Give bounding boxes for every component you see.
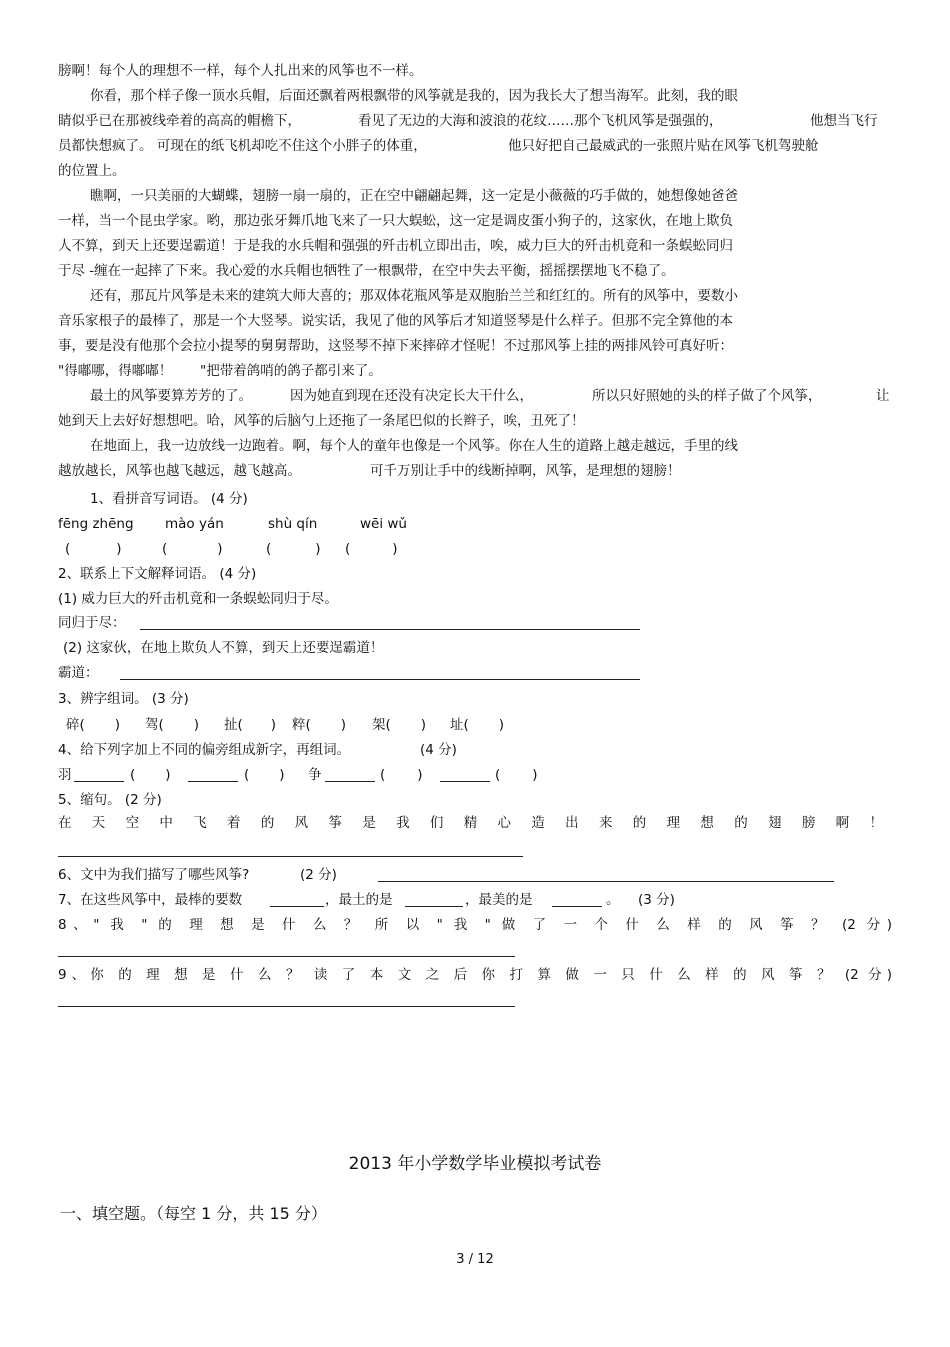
answer-line[interactable] [58,856,523,857]
radical-char: 争 [308,767,322,783]
question-9: 9、你 的 理 想 是 什 么 ？ 读 了 本 文 之 后 你 打 算 做 一 只 什 么 样 的 风 筝 ？ (2 分) [58,967,892,983]
passage-line: 可千万别让手中的线断掉啊，风筝，是理想的翅膀！ [370,463,681,479]
question-2-2: (2) 这家伙，在地上欺负人不算，到天上还要逞霸道！ [63,640,384,656]
char: 碎 [66,717,80,733]
answer-blank[interactable]: ( ) [495,767,538,783]
pinyin-2: mào yán [165,516,224,532]
passage-line: 你看，那个样子像一顶水兵帽，后面还飘着两根飘带的风筝就是我的，因为我长大了想当海军。此刻，我的眼 [90,88,738,104]
answer-blank[interactable]: ( ) [162,541,223,557]
answer-line[interactable] [58,956,515,957]
passage-line: 人不算，到天上还要逞霸道！于是我的水兵帽和强强的歼击机立即出击，唉，威力巨大的歼击机竟和一条蜈蚣同归 [58,238,733,254]
question-7: 7、在这些风筝中，最棒的要数 [58,892,243,908]
answer-label: 同归于尽： [58,615,126,631]
char-blank[interactable]: 架( ) [372,717,427,733]
answer-line[interactable] [120,679,640,680]
answer-line[interactable] [188,781,238,782]
passage-line: 瞧啊，一只美丽的大蝴蝶，翅膀一扇一扇的，正在空中翩翩起舞，这一定是小薇薇的巧手做的，她想像她爸爸 [90,188,738,204]
passage-line: 在地面上，我一边放线一边跑着。啊，每个人的童年也像是一个风筝。你在人生的道路上越走越远，手里的线 [90,438,738,454]
answer-blank[interactable]: ( ) [345,541,398,557]
answer-line[interactable] [74,781,124,782]
answer-line[interactable] [140,629,640,630]
passage-line: 事，要是没有他那个会拉小提琴的舅舅帮助，这竖琴不掉下来摔碎才怪呢！不过那风筝上挂的两排风铃可真好听： [58,338,733,354]
question-2-1: (1) 威力巨大的歼击机竟和一条蜈蚣同归于尽。 [58,591,338,607]
answer-line[interactable] [325,781,375,782]
passage-line: 音乐家根子的最棒了，那是一个大竖琴。说实话，我见了他的风筝后才知道竖琴是什么样子。但那不完全算他的本 [58,313,733,329]
question-6: 6、文中为我们描写了哪些风筝? [58,867,250,883]
passage-line: 她到天上去好好想想吧。哈，风筝的后脑勺上还拖了一条尾巴似的长辫子，唉，丑死了！ [58,413,585,429]
char: 址 [450,717,464,733]
passage-line: 一样，当一个昆虫学家。哟，那边张牙舞爪地飞来了一只大蜈蚣，这一定是调皮蛋小狗子的，这家伙，在地上欺负 [58,213,733,229]
answer-line[interactable] [378,881,834,882]
answer-blank[interactable]: ( ) [244,767,285,783]
exam-title: 2013 年小学数学毕业模拟考试卷 [348,1154,602,1174]
passage-line: "把带着鸽哨的鸽子都引来了。 [200,363,382,379]
passage-line: 他只好把自己最威武的一张照片贴在风筝飞机驾驶舱 [508,138,819,154]
passage-line: 越放越长，风筝也越飞越远，越飞越高。 [58,463,301,479]
char-blank[interactable]: 址( ) [450,717,505,733]
passage-line: 看见了无边的大海和波浪的花纹……那个飞机风筝是强强的， [358,113,723,129]
question-4: 4、给下列字加上不同的偏旁组成新字，再组词。 [58,742,351,758]
question-7-text: 。 [606,892,620,908]
passage-line: "得嘟哪，得嘟嘟！ [58,363,173,379]
char-blank[interactable]: 碎( ) [66,717,121,733]
char: 扯 [224,717,238,733]
answer-blank[interactable]: ( ) [266,541,321,557]
question-8: 8、" 我 " 的 理 想 是 什 么 ？ 所 以 " 我 " 做 了 一 个 什 么 样 的 风 筝 ？ (2 分) [58,917,892,933]
passage-line: 因为她直到现在还没有决定长大干什么， [290,388,533,404]
pinyin-1: fēng zhēng [58,516,134,532]
question-6-score: (2 分) [300,867,337,883]
char-blank[interactable]: 粹( ) [292,717,347,733]
question-5: 5、缩句。 (2 分) [58,792,162,808]
passage-line: 员都快想疯了。 可现在的纸飞机却吃不住这个小胖子的体重， [58,138,427,154]
passage-line: 让 [876,388,890,404]
answer-line[interactable] [58,1006,515,1007]
passage-line: 的位置上。 [58,163,126,179]
answer-line[interactable] [405,906,463,907]
pinyin-3: shù qín [268,516,318,532]
answer-blank[interactable]: ( ) [65,541,122,557]
question-3: 3、辨字组词。 (3 分) [58,691,189,707]
answer-line[interactable] [270,906,324,907]
char-blank[interactable]: 扯( ) [224,717,277,733]
passage-line: 最土的风筝要算芳芳的了。 [90,388,252,404]
char: 架 [372,717,386,733]
passage-line: 睛似乎已在那被线牵着的高高的帽檐下， [58,113,301,129]
section-heading: 一、填空题。（每空 1 分，共 15 分） [60,1204,327,1223]
question-2: 2、联系上下文解释词语。 (4 分) [58,566,257,582]
pinyin-4: wēi wǔ [360,516,407,532]
passage-line: 膀啊！每个人的理想不一样，每个人扎出来的风筝也不一样。 [58,63,423,79]
passage-line: 他想当飞行 [810,113,878,129]
answer-blank[interactable]: ( ) [380,767,423,783]
question-7-text: ，最土的是 [325,892,393,908]
answer-blank[interactable]: ( ) [130,767,171,783]
answer-line[interactable] [552,906,602,907]
passage-line: 所以只好照她的头的样子做了个风筝， [592,388,822,404]
char: 粹 [292,717,306,733]
page-number: 3 / 12 [456,1252,494,1267]
char-blank[interactable]: 驾( ) [145,717,200,733]
radical-char: 羽 [58,767,72,783]
question-7-text: ，最美的是 [465,892,533,908]
question-1: 1、看拼音写词语。 (4 分) [90,491,248,507]
sentence-to-shorten: 在天空中飞着的风筝是我们精心造出来的理想的翅膀啊！ [58,815,884,831]
question-7-score: (3 分) [638,892,675,908]
passage-line: 还有，那瓦片风筝是未来的建筑大师大喜的；那双体花瓶风筝是双胞胎兰兰和红红的。所有的风筝中，要数小 [90,288,738,304]
answer-label: 霸道： [58,665,99,681]
passage-line: 于尽 -缠在一起摔了下来。我心爱的水兵帽也牺牲了一根飘带，在空中失去平衡，摇摇摆摆地飞不稳了。 [58,263,675,279]
answer-line[interactable] [440,781,490,782]
question-4-score: (4 分) [420,742,457,758]
char: 驾 [145,717,159,733]
